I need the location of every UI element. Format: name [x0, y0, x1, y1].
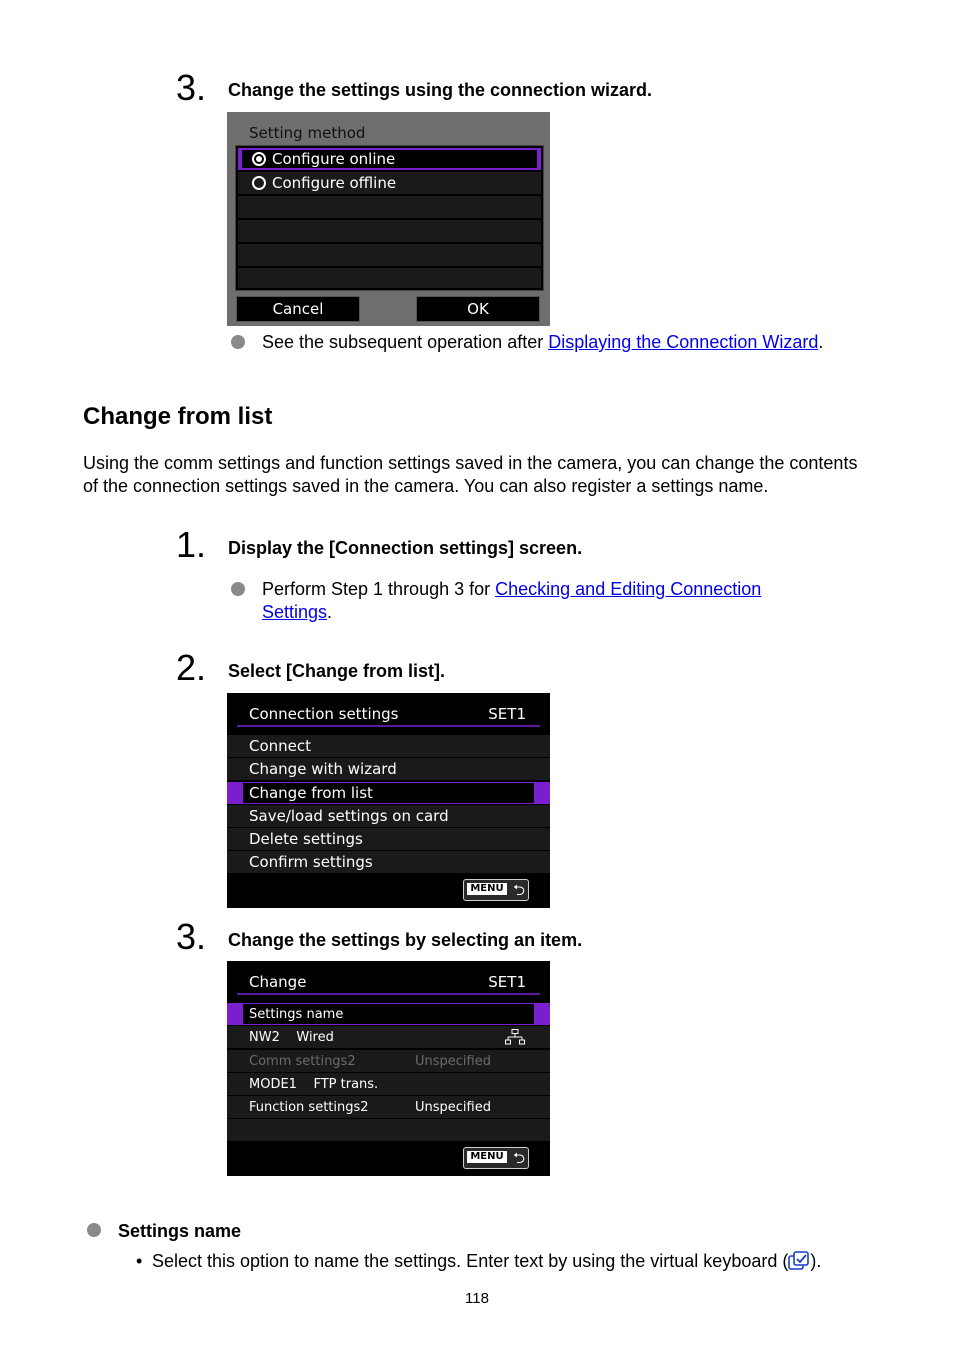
option-label: Configure offline [272, 174, 397, 192]
menu-item-confirm-settings[interactable]: Confirm settings [227, 851, 550, 873]
settings-name-text: Select this option to name the settings. Enter text by using the virtual keyboard ( ). [152, 1251, 822, 1271]
change-row-comm-settings: Comm settings2 Unspecified [227, 1050, 550, 1072]
step-title: Select [Change from list]. [228, 661, 446, 681]
menu-back-button[interactable] [463, 1147, 529, 1169]
step-title: Change the settings using the connection wizard. [228, 80, 653, 100]
bullet-icon [87, 1223, 101, 1237]
screen-title: Setting method [249, 124, 366, 142]
option-configure-offline[interactable] [238, 172, 541, 194]
cancel-button[interactable]: Cancel [236, 296, 360, 322]
change-screen [227, 961, 550, 1176]
menu-label: MENU [467, 883, 507, 895]
screen-title: Change [249, 973, 307, 991]
menu-label: MENU [467, 1151, 507, 1163]
menu-back-button[interactable] [463, 879, 529, 901]
option-configure-online[interactable] [238, 148, 541, 170]
screen-title: Connection settings [249, 705, 399, 723]
change-row-settings-name[interactable]: Settings name [227, 1003, 550, 1025]
menu-item-save-load[interactable]: Save/load settings on card [227, 805, 550, 827]
bullet-text: See the subsequent operation after Displaying the Connection Wizard. [262, 332, 824, 352]
section-heading: Change from list [83, 403, 273, 430]
section-intro: Using the comm settings and function settings saved in the camera, you can change the contents of the connection settings saved in the camera. You can also register a settings name. [83, 453, 858, 496]
step-number: 3. [176, 67, 207, 108]
change-row-mode[interactable]: MODE1 FTP trans. [227, 1073, 550, 1095]
ok-button[interactable]: OK [416, 296, 540, 322]
step-title: Display the [Connection settings] screen. [228, 538, 583, 558]
empty-row [238, 268, 541, 288]
header-divider [237, 993, 540, 995]
bullet-icon [231, 582, 245, 596]
menu-item-connect[interactable]: Connect [227, 735, 550, 757]
return-icon: ⮌ [512, 1149, 525, 1167]
link-checking-editing-settings[interactable]: Checking and Editing Connection [495, 579, 762, 599]
return-icon: ⮌ [512, 881, 525, 899]
empty-row [238, 244, 541, 266]
option-label: Configure online [272, 150, 396, 168]
empty-row [238, 196, 541, 218]
menu-item-change-with-wizard[interactable]: Change with wizard [227, 758, 550, 780]
change-row-function-settings[interactable]: Function settings2 Unspecified [227, 1096, 550, 1118]
header-divider [237, 725, 540, 727]
options-list [235, 145, 544, 291]
step-title: Change the settings by selecting an item. [228, 930, 583, 950]
sub-bullet-icon: • [136, 1251, 143, 1271]
virtual-keyboard-icon [788, 1251, 810, 1271]
step-number: 1. [176, 524, 207, 565]
settings-name-title: Settings name [118, 1221, 242, 1241]
network-icon [505, 1029, 525, 1045]
page-number: 118 [465, 1290, 489, 1307]
set-label: SET1 [488, 705, 526, 723]
setting-method-screen [227, 112, 550, 326]
empty-row [238, 220, 541, 242]
step-number: 3. [176, 916, 207, 957]
change-row-network[interactable]: NW2 Wired [227, 1026, 550, 1048]
radio-selected-icon [252, 152, 266, 166]
menu-item-delete-settings[interactable]: Delete settings [227, 828, 550, 850]
link-displaying-connection-wizard[interactable]: Displaying the Connection Wizard [548, 332, 819, 352]
step-number: 2. [176, 647, 207, 688]
menu-item-change-from-list[interactable]: Change from list [227, 782, 550, 804]
radio-icon [252, 176, 266, 190]
link-checking-editing-settings-cont[interactable]: Settings [262, 602, 328, 622]
bullet-icon [231, 335, 245, 349]
empty-row [227, 1119, 550, 1141]
connection-settings-screen [227, 693, 550, 908]
set-label: SET1 [488, 973, 526, 991]
bullet-text: Perform Step 1 through 3 for Checking and Editing Connection Settings. [262, 579, 762, 622]
